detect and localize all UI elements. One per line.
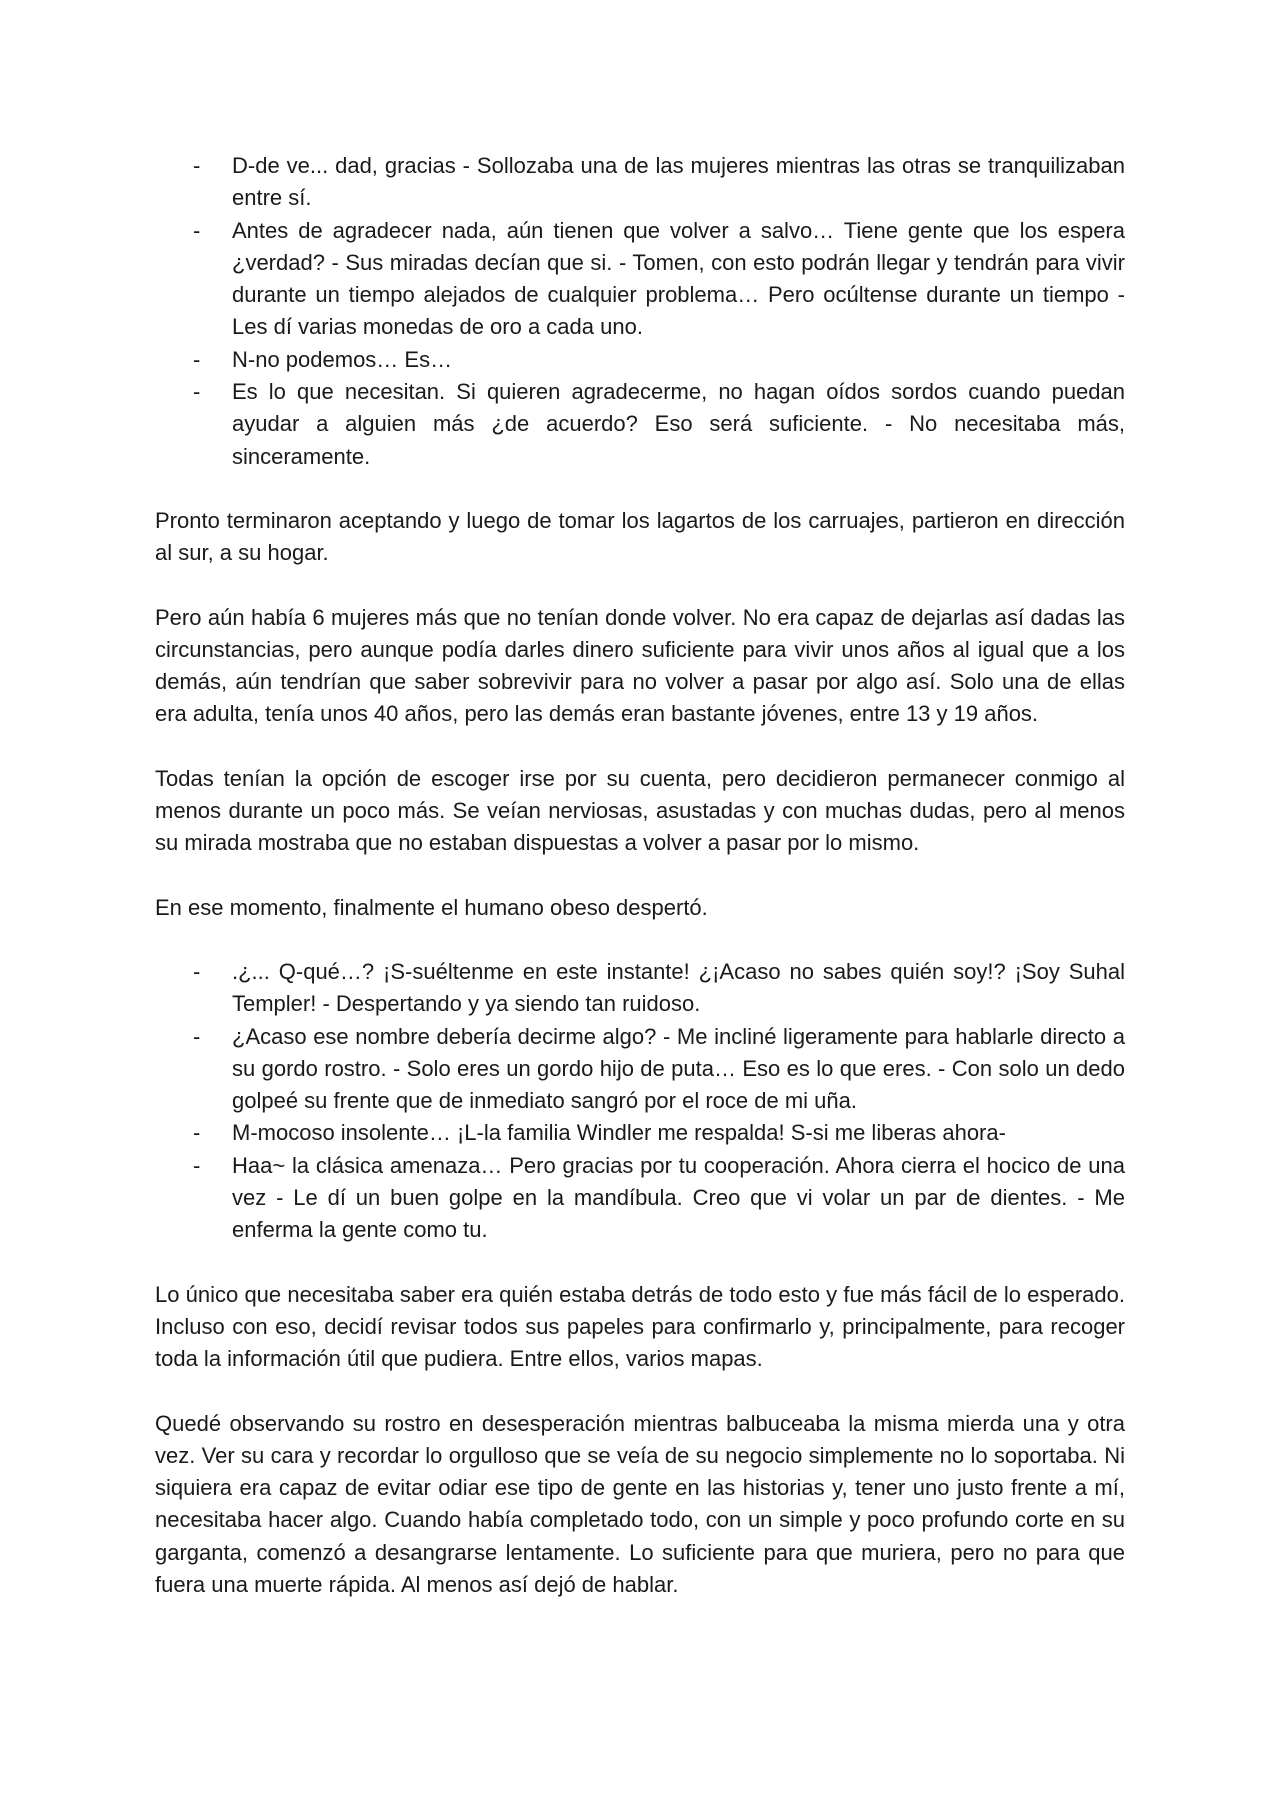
narrative-paragraph: Todas tenían la opción de escoger irse por su cuenta, pero decidieron permanecer conmigo al menos durante un poco más. Se veían nerviosas, asustadas y con muchas dudas, pero al menos su mirada mostraba que no estaban dispuestas a volver a pasar por lo mismo. xyxy=(155,765,1125,856)
narrative-paragraph: Pronto terminaron aceptando y luego de tomar los lagartos de los carruajes, partieron en dirección al sur, a su hogar. xyxy=(155,507,1125,566)
list-dash: - xyxy=(193,1120,201,1146)
narrative-paragraph: Pero aún había 6 mujeres más que no tenían donde volver. No era capaz de dejarlas así dadas las circunstancias, pero aunque podía darles dinero suficiente para vivir unos años al igual que a los demás, aún tendrían que saber sobrevivir para no volver a pasar por algo así. Solo una de ellas era adulta, tenía unos 40 años, pero las demás eran bastante jóvenes, entre 13 y 19 años. xyxy=(155,604,1125,727)
dialogue-text: M-mocoso insolente… ¡L-la familia Windler me respalda! S-si me liberas ahora- xyxy=(232,1120,1006,1146)
narrative-paragraph: Lo único que necesitaba saber era quién estaba detrás de todo esto y fue más fácil de lo esperado. Incluso con eso, decidí revisar todos sus papeles para confirmarlo y, principalmente, para recoger toda la información útil que pudiera. Entre ellos, varios mapas. xyxy=(155,1281,1125,1372)
list-dash: - xyxy=(193,958,201,984)
list-dash: - xyxy=(193,346,201,372)
list-dash: - xyxy=(193,153,201,178)
dialogue-line xyxy=(155,1150,1125,1247)
list-dash: - xyxy=(193,379,201,405)
dialogue-text: ¿Acaso ese nombre debería decirme algo? - Me incliné ligeramente para hablarle directo a su gordo rostro. - Solo eres un gordo hijo de puta… Eso es lo que eres. - Con solo un dedo golpeé su frente que de inmediato sangró por el roce de mi uña. xyxy=(232,1023,1125,1114)
dialogue-line xyxy=(155,150,1125,215)
dialogue-text: N-no podemos… Es… xyxy=(232,346,453,372)
list-dash: - xyxy=(193,1023,201,1049)
dialogue-list-2 xyxy=(155,956,1125,1247)
dialogue-text: .¿... Q-qué…? ¡S-suéltenme en este instante! ¿¡Acaso no sabes quién soy!? ¡Soy Suhal Templer! - Despertando y ya siendo tan ruidoso. xyxy=(232,958,1125,1017)
dialogue-line xyxy=(155,956,1125,1021)
dialogue-text: Es lo que necesitan. Si quieren agradecerme, no hagan oídos sordos cuando puedan ayudar a alguien más ¿de acuerdo? Eso será suficiente. - No necesitaba más, sinceramente. xyxy=(232,379,1125,469)
dialogue-text: Haa~ la clásica amenaza… Pero gracias por tu cooperación. Ahora cierra el hocico de una vez - Le dí un buen golpe en la mandíbula. Creo que vi volar un par de dientes. - Me enferma la gente como tu. xyxy=(232,1152,1125,1243)
list-dash: - xyxy=(193,1152,201,1178)
dialogue-line xyxy=(155,215,1125,344)
dialogue-line xyxy=(155,376,1125,473)
dialogue-text: Antes de agradecer nada, aún tienen que volver a salvo… Tiene gente que los espera ¿verdad? - Sus miradas decían que si. - Tomen, con esto podrán llegar y tendrán para vivir durante un tiempo alejados de cualquier problema… Pero ocúltense durante un tiempo - Les dí varias monedas de oro a cada uno. xyxy=(232,217,1125,340)
list-dash: - xyxy=(193,217,201,243)
dialogue-list-1 xyxy=(155,150,1125,473)
dialogue-line xyxy=(155,1117,1125,1149)
dialogue-text: D-de ve... dad, gracias - Sollozaba una de las mujeres mientras las otras se tranquilizaban entre sí. xyxy=(232,153,1125,211)
narrative-paragraph: Quedé observando su rostro en desesperación mientras balbuceaba la misma mierda una y otra vez. Ver su cara y recordar lo orgulloso que se veía de su negocio simplemente no lo soportaba. Ni siquiera era capaz de evitar odiar ese tipo de gente en las historias y, tener uno justo frente a mí, necesitaba hacer algo. Cuando había completado todo, con un simple y poco profundo corte en su garganta, comenzó a desangrarse lentamente. Lo suficiente para que muriera, pero no para que fuera una muerte rápida. Al menos así dejó de hablar. xyxy=(155,1410,1125,1597)
dialogue-line xyxy=(155,344,1125,376)
narrative-paragraph: En ese momento, finalmente el humano obeso despertó. xyxy=(155,894,708,920)
dialogue-line xyxy=(155,1021,1125,1118)
